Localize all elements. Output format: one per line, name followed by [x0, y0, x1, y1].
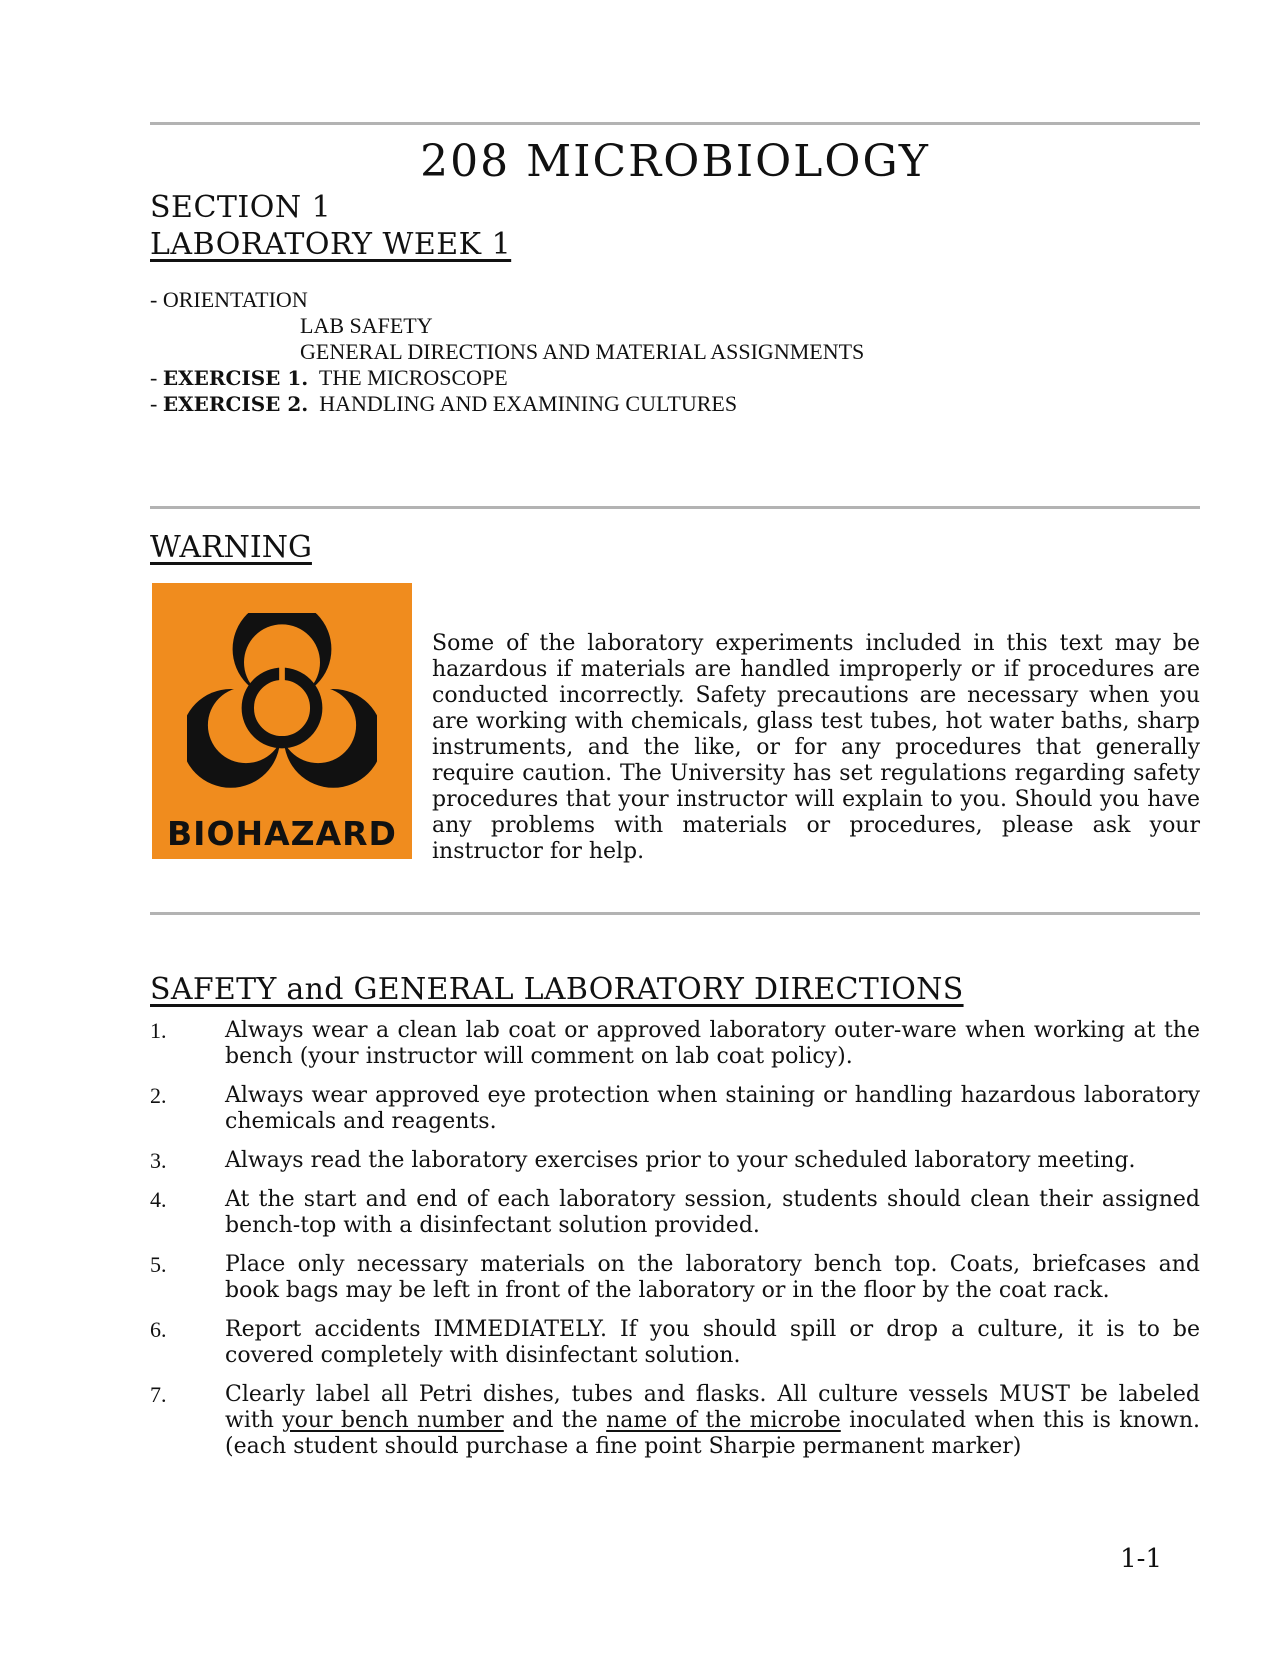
- biohazard-label: BIOHAZARD: [167, 814, 397, 853]
- agenda-exercise-prefix: -: [150, 391, 163, 416]
- document-page: [150, 0, 1200, 1656]
- directions-list: [150, 1018, 1200, 1473]
- top-divider: [150, 122, 1200, 125]
- item-text: Always wear approved eye protection when staining or handling hazardous laboratory chemicals and reagents.: [225, 1083, 1200, 1134]
- agenda-exercise: [150, 365, 864, 391]
- bench-number-emphasis: your bench number: [282, 1408, 504, 1433]
- item-text: inoculated when this is known. (each student should purchase a fine point Sharpie permanent marker): [225, 1408, 1200, 1459]
- item-number: 1.: [150, 1018, 167, 1043]
- agenda-exercise-label: EXERCISE 2.: [162, 392, 309, 416]
- microbe-name-emphasis: name of the microbe: [606, 1408, 841, 1433]
- agenda-sub-item: GENERAL DIRECTIONS AND MATERIAL ASSIGNMENTS: [300, 339, 865, 364]
- warning-text: Some of the laboratory experiments included in this text may be hazardous if materials are handled improperly or if procedures are conducted incorrectly. Safety precautions are necessary when you are working with chemicals, glass test tubes, hot water baths, sharp instruments, and the like, or for any procedures that generally require caution. The University has set regulations regarding safety procedures that your instructor will explain to you. Should you have any problems with materials or procedures, please ask your instructor for help.: [432, 631, 1200, 864]
- biohazard-sign: [152, 583, 412, 859]
- item-text: Always wear a clean lab coat or approved laboratory outer-ware when working at the bench (your instructor will comment on lab coat policy).: [225, 1018, 1200, 1069]
- agenda-orientation: - ORIENTATION: [150, 287, 308, 312]
- list-item: [150, 1382, 1200, 1460]
- agenda-sub-item: LAB SAFETY: [300, 313, 433, 338]
- section-title: SECTION 1: [150, 190, 332, 225]
- agenda-exercise-label: EXERCISE 1.: [162, 366, 309, 390]
- agenda-exercise-title: HANDLING AND EXAMINING CULTURES: [319, 391, 738, 416]
- agenda-exercise-title: THE MICROSCOPE: [318, 365, 508, 390]
- item-number: 6.: [150, 1317, 167, 1342]
- agenda-list: [150, 287, 864, 417]
- list-item: [150, 1148, 1200, 1174]
- item-number: 4.: [150, 1187, 167, 1212]
- list-item: [150, 1252, 1200, 1304]
- list-item: [150, 1018, 1200, 1070]
- list-item: [150, 1317, 1200, 1369]
- item-text: and the: [503, 1408, 607, 1433]
- item-text: Report accidents IMMEDIATELY. If you should spill or drop a culture, it is to be covered completely with disinfectant solution.: [225, 1317, 1200, 1368]
- biohazard-icon: [182, 613, 382, 803]
- item-number: 5.: [150, 1252, 167, 1277]
- directions-heading: SAFETY and GENERAL LABORATORY DIRECTIONS: [150, 972, 964, 1007]
- directions-divider: [150, 912, 1200, 915]
- list-item: [150, 1187, 1200, 1239]
- item-text: Clearly label all Petri dishes, tubes and flasks. All culture vessels MUST be labeled with: [225, 1382, 1200, 1433]
- item-text: Always read the laboratory exercises prior to your scheduled laboratory meeting.: [225, 1148, 1136, 1173]
- item-number: 7.: [150, 1382, 167, 1407]
- item-number: 2.: [150, 1083, 167, 1108]
- page-title: 208 MICROBIOLOGY: [420, 136, 930, 187]
- item-text: Place only necessary materials on the laboratory bench top. Coats, briefcases and book bags may be left in front of the laboratory or in the floor by the coat rack.: [225, 1252, 1200, 1303]
- item-text: At the start and end of each laboratory session, students should clean their assigned bench-top with a disinfectant solution provided.: [225, 1187, 1200, 1238]
- item-number: 3.: [150, 1148, 167, 1173]
- page-number: 1-1: [1120, 1544, 1162, 1574]
- agenda-exercise: [150, 391, 864, 417]
- agenda-exercise-prefix: -: [150, 365, 163, 390]
- week-title: LABORATORY WEEK 1: [150, 227, 512, 262]
- warning-divider: [150, 506, 1200, 509]
- list-item: [150, 1083, 1200, 1135]
- warning-heading: WARNING: [150, 530, 312, 565]
